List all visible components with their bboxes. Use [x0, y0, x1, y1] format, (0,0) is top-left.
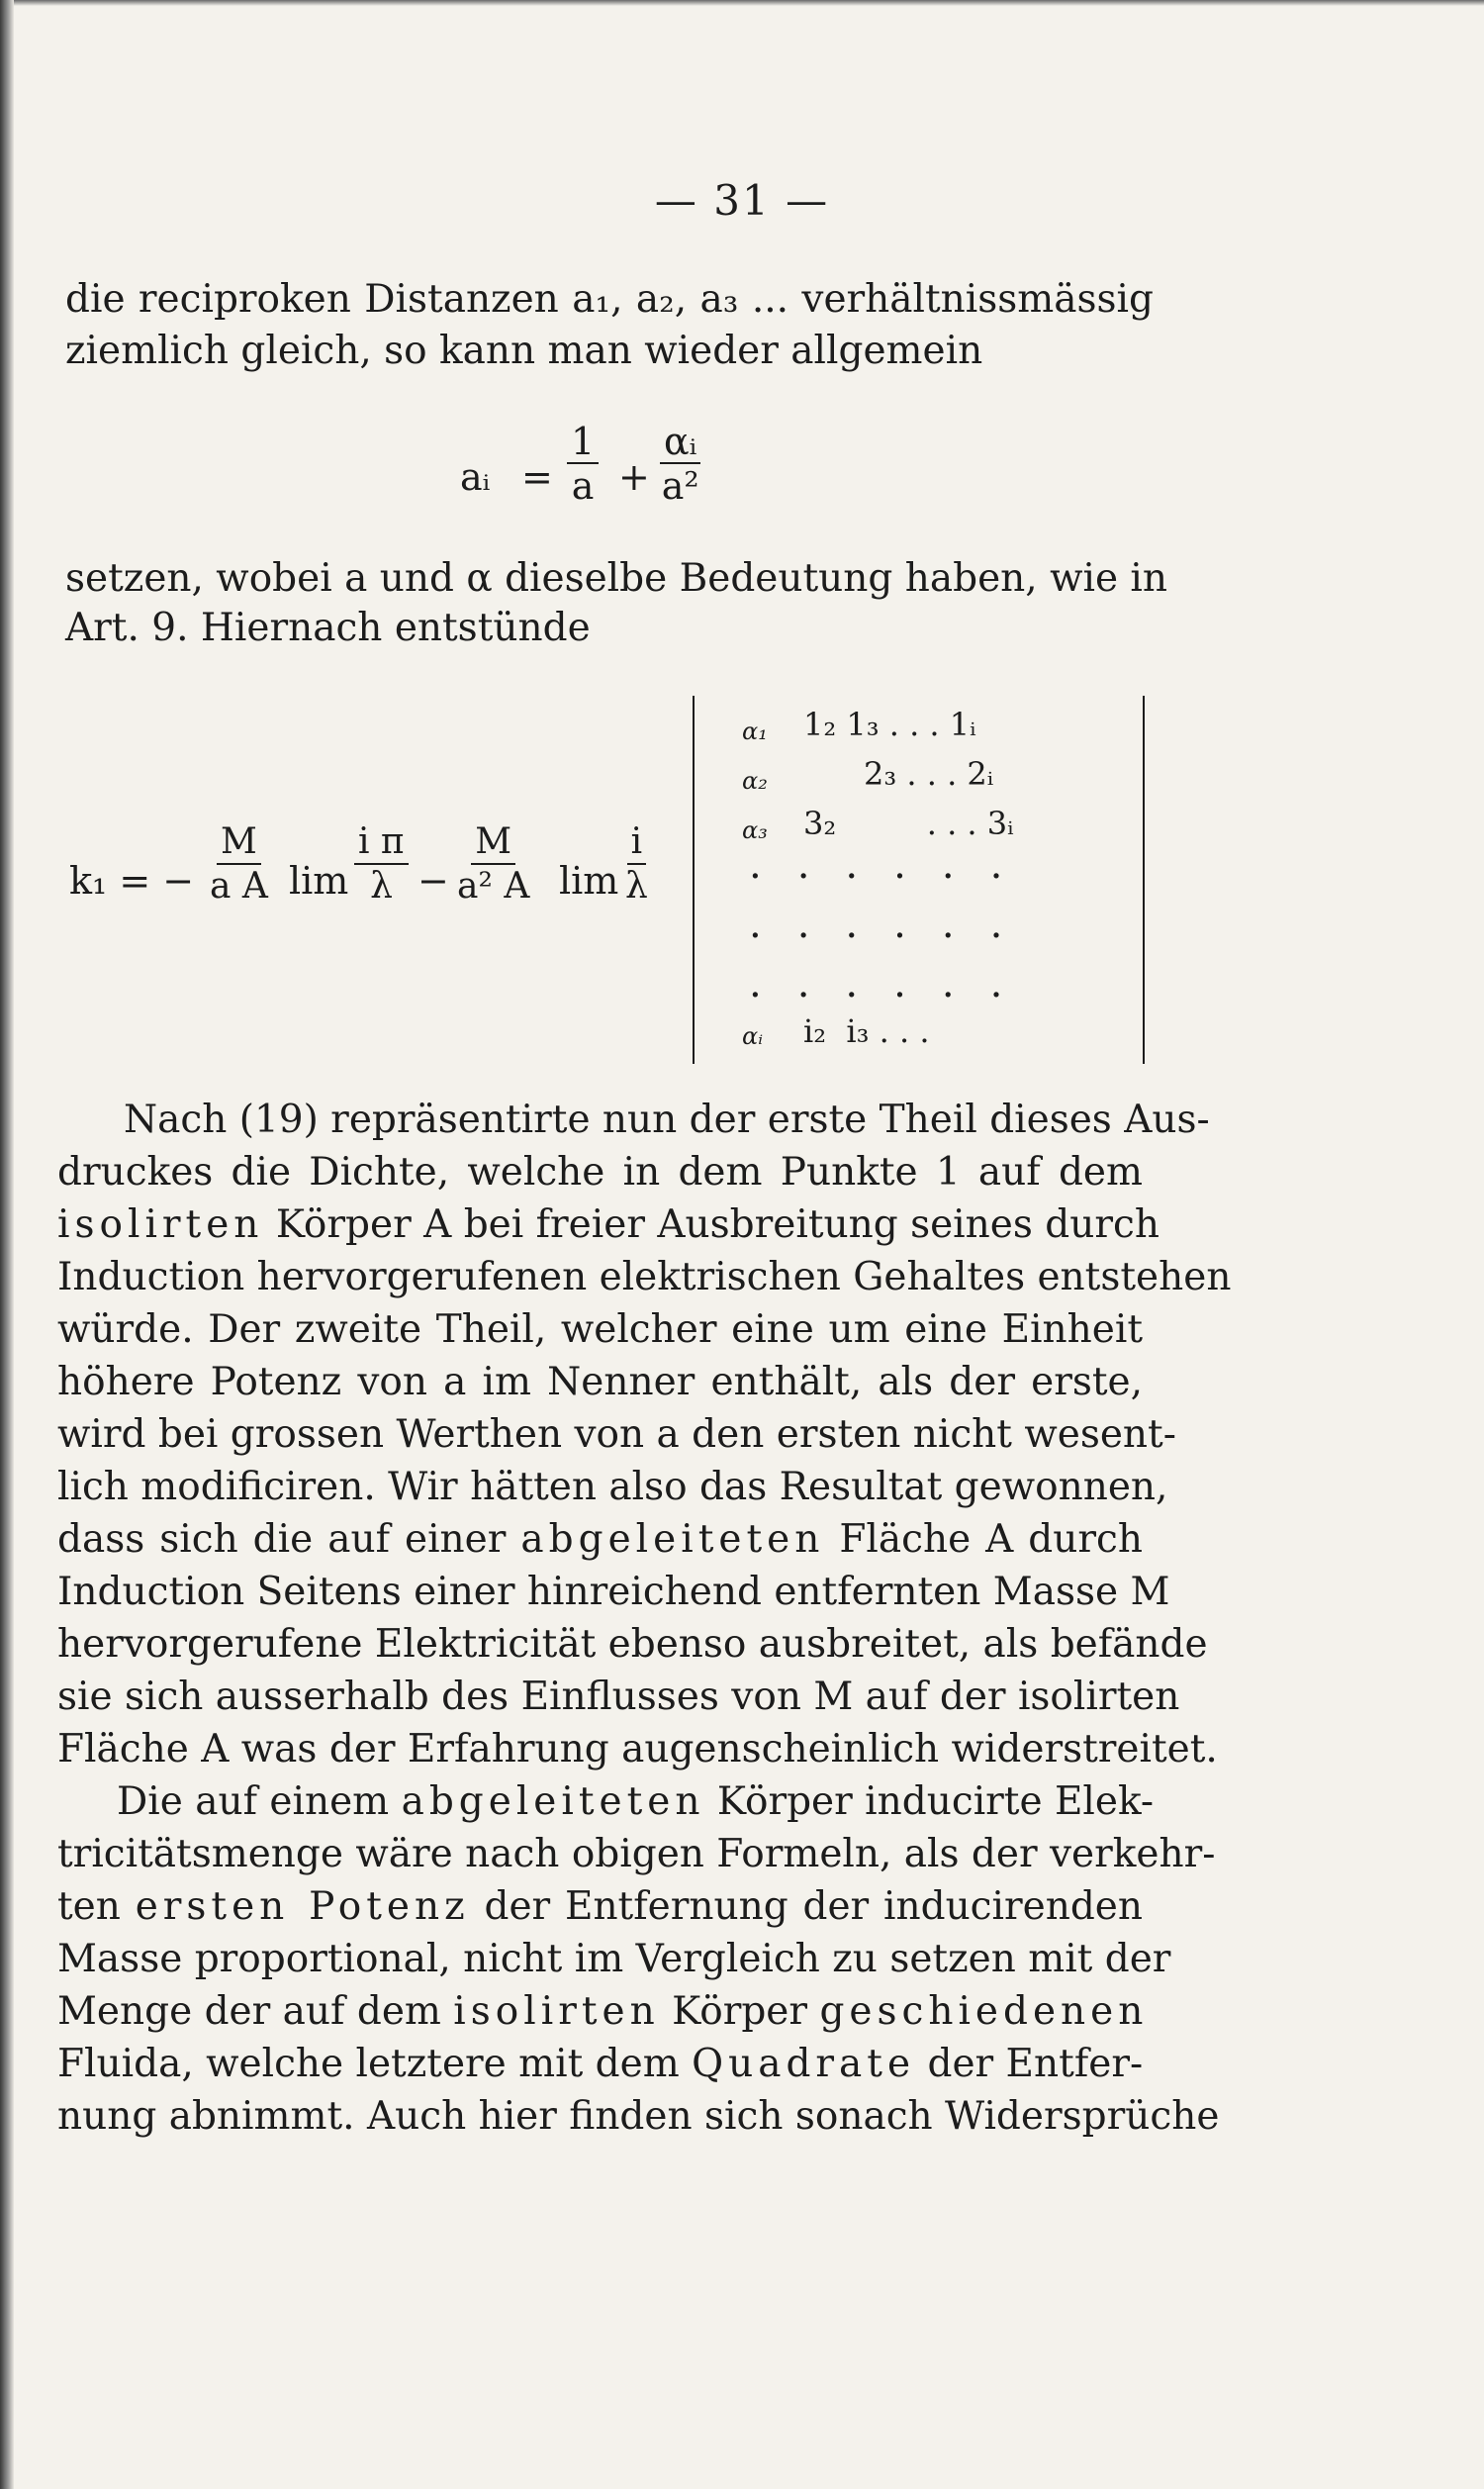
ellipsis-row: ......	[749, 961, 1039, 1006]
text-line: Menge der auf dem isolirten Körper geschiedenen	[57, 1989, 1149, 2034]
page-binding-edge	[0, 0, 14, 2489]
text-line: würde. Der zweite Theil, welcher eine um eine Einheit	[57, 1307, 1143, 1352]
text-line: Fluida, welche letztere mit dem Quadrate der Entfer-	[57, 2042, 1144, 2086]
fraction: $\frac{\text{αᵢ}}{\text{a²}}$	[661, 420, 699, 508]
text-line: sie sich ausserhalb des Einflusses von M auf der isolirten	[57, 1675, 1180, 1719]
fraction: i п λ	[354, 821, 409, 909]
ellipsis-row: ......	[749, 902, 1039, 947]
text-line: hervorgerufene Elektricität ebenso ausbreitet, als befände	[57, 1622, 1208, 1667]
equation-reciprocal-distance: aᵢ = $\frac{1}{a}$ + $\frac{\text{αᵢ}}{\text{a²}}$	[460, 420, 699, 508]
text-line: ziemlich gleich, so kann man wieder allgemein	[65, 329, 983, 373]
equation-k1: k₁ = − $\frac{M}{\text{a A}}$ lim i п λ − $\frac{M}{\text{a² A}}$ lim $\frac{i}{\lambda}$	[69, 821, 648, 907]
page-top-edge	[0, 0, 1484, 6]
text-line: nung abnimmt. Auch hier finden sich sonach Widersprüche	[57, 2094, 1220, 2139]
text-line: Nach (19) repräsentirte nun der erste Theil dieses Aus-	[124, 1098, 1210, 1142]
text-line: die reciproken Distanzen a₁, a₂, a₃ ... verhältnissmässig	[65, 277, 1154, 322]
text-line: ten ersten Potenz der Entfernung der inducirenden	[57, 1884, 1144, 1929]
fraction: $\frac{M}{\text{a A}}$	[210, 821, 268, 907]
text-line: lich modificiren. Wir hätten also das Resultat gewonnen,	[57, 1465, 1168, 1509]
text-line: Masse proportional, nicht im Vergleich zu setzen mit der	[57, 1937, 1171, 1981]
text-line: höhere Potenz von a im Nenner enthält, als der erste,	[57, 1360, 1143, 1404]
text-line: Fläche A was der Erfahrung augenscheinlich widerstreitet.	[57, 1727, 1218, 1771]
text-line: tricitätsmenge wäre nach obigen Formeln, als der verkehr-	[57, 1832, 1216, 1876]
text-line: Induction hervorgerufenen elektrischen Gehaltes entstehen	[57, 1255, 1232, 1299]
fraction: $\frac{M}{\text{a² A}}$	[457, 821, 530, 907]
text-line: Induction Seitens einer hinreichend entfernten Masse M	[57, 1570, 1170, 1614]
text-line: druckes die Dichte, welche in dem Punkte 1 auf dem	[57, 1150, 1143, 1195]
text-line: dass sich die auf einer abgeleiteten Fläche A durch	[57, 1517, 1143, 1562]
text-line: isolirten Körper A bei freier Ausbreitung seines durch	[57, 1202, 1159, 1247]
text-line: Art. 9. Hiernach entstünde	[65, 606, 591, 650]
text-line: Die auf einem abgeleiteten Körper inducirte Elek-	[117, 1779, 1155, 1824]
determinant: α₁ 1₂ 1₃ . . . 1ᵢ α₂ 2₃ . . . 2ᵢ α₃ 3₂ . . . 3ᵢ ...... ...... ...... αᵢ i₂ i₃ . . .	[693, 696, 1145, 1064]
text-line: setzen, wobei a und α dieselbe Bedeutung haben, wie in	[65, 556, 1168, 601]
text-line: wird bei grossen Werthen von a den ersten nicht wesent-	[57, 1412, 1176, 1457]
fraction: $\frac{i}{\lambda}$	[625, 821, 648, 907]
page-number: — 31 —	[654, 176, 830, 225]
fraction: $\frac{1}{a}$	[567, 421, 599, 508]
ellipsis-row: ......	[749, 842, 1039, 888]
